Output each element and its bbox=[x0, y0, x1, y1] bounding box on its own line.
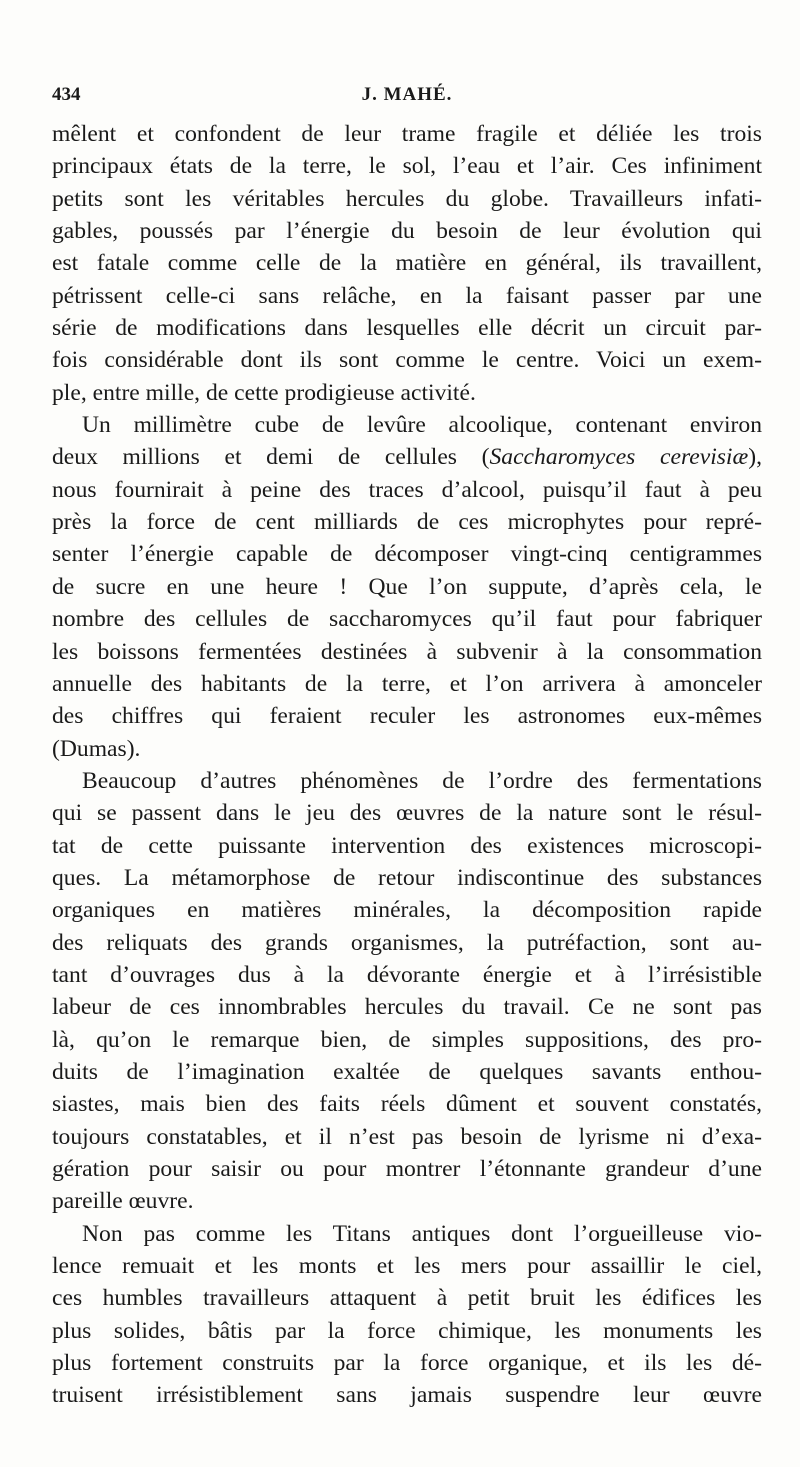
text-line: fois considérable dont ils sont comme le centre. Voici un exem- bbox=[52, 347, 762, 374]
text-line: plus fortement construits par la force organique, et ils les dé- bbox=[52, 1350, 762, 1377]
paragraph-start-line: Un millimètre cube de levûre alcoolique, contenant environ bbox=[82, 412, 762, 439]
paragraph-end-line: (Dumas). bbox=[52, 735, 141, 762]
text-segment: deux millions et demi de cellules ( bbox=[52, 444, 490, 471]
text-line: plus solides, bâtis par la force chimique, les monuments les bbox=[52, 1317, 762, 1344]
text-line-with-species-name bbox=[52, 441, 762, 473]
text-line: truisent irrésistiblement sans jamais suspendre leur œuvre bbox=[52, 1382, 762, 1409]
text-line: qui se passent dans le jeu des œuvres de la nature sont le résul- bbox=[52, 800, 762, 827]
text-line: petits sont les véritables hercules du globe. Travailleurs infati- bbox=[52, 185, 762, 212]
text-line: près la force de cent milliards de ces microphytes pour repré- bbox=[52, 509, 762, 536]
body-text bbox=[52, 118, 762, 1412]
text-line: senter l’énergie capable de décomposer vingt-cinq centigrammes bbox=[52, 541, 762, 568]
text-line: mêlent et confondent de leur trame fragile et déliée les trois bbox=[52, 121, 762, 147]
text-line: de sucre en une heure ! Que l’on suppute, d’après cela, le bbox=[52, 573, 762, 600]
text-line: pétrissent celle-ci sans relâche, en la faisant passer par une bbox=[52, 282, 762, 309]
text-line: nombre des cellules de saccharomyces qu’il faut pour fabriquer bbox=[52, 606, 762, 633]
text-line: organiques en matières minérales, la décomposition rapide bbox=[52, 897, 762, 924]
text-line: toujours constatables, et il n’est pas besoin de lyrisme ni d’exa- bbox=[52, 1123, 762, 1150]
text-line: lence remuait et les monts et les mers pour assaillir le ciel, bbox=[52, 1253, 762, 1280]
text-line: série de modifications dans lesquelles elle décrit un circuit par- bbox=[52, 315, 762, 342]
text-line: annuelle des habitants de la terre, et l’on arrivera à amonceler bbox=[52, 670, 762, 697]
text-line: là, qu’on le remarque bien, de simples suppositions, des pro- bbox=[52, 1026, 762, 1053]
text-line: les boissons fermentées destinées à subvenir à la consommation bbox=[52, 638, 762, 665]
text-line: siastes, mais bien des faits réels dûment et souvent constatés, bbox=[52, 1091, 762, 1118]
paragraph-start-line: Beaucoup d’autres phénomènes de l’ordre des fermentations bbox=[82, 767, 762, 794]
text-line: des chiffres qui feraient reculer les astronomes eux-mêmes bbox=[52, 703, 762, 730]
species-name: Saccharomyces cerevisiæ bbox=[489, 444, 749, 471]
text-segment: ), bbox=[748, 444, 762, 471]
paragraph-end-line: pareille œuvre. bbox=[52, 1188, 194, 1215]
text-line: gération pour saisir ou pour montrer l’étonnante grandeur d’une bbox=[52, 1156, 762, 1182]
text-line: est fatale comme celle de la matière en général, ils travaillent, bbox=[52, 250, 762, 277]
paragraph-start-line: Non pas comme les Titans antiques dont l’orgueilleuse vio- bbox=[82, 1220, 762, 1247]
page-number: 434 bbox=[52, 84, 81, 105]
text-line: tat de cette puissante intervention des existences microscopi- bbox=[52, 832, 762, 859]
text-line: duits de l’imagination exaltée de quelques savants enthou- bbox=[52, 1058, 762, 1085]
text-line: principaux états de la terre, le sol, l’eau et l’air. Ces infiniment bbox=[52, 153, 762, 180]
text-line: labeur de ces innombrables hercules du travail. Ce ne sont pas bbox=[52, 994, 762, 1021]
text-line: gables, poussés par l’énergie du besoin de leur évolution qui bbox=[52, 218, 762, 245]
text-line: nous fournirait à peine des traces d’alcool, puisqu’il faut à peu bbox=[52, 476, 762, 503]
running-title: J. MAHÉ. bbox=[361, 84, 453, 105]
text-line: des reliquats des grands organismes, la putréfaction, sont au- bbox=[52, 929, 762, 956]
text-line: ques. La métamorphose de retour indiscontinue des substances bbox=[52, 864, 762, 891]
text-line: tant d’ouvrages dus à la dévorante énergie et à l’irrésistible bbox=[52, 961, 762, 988]
page-header bbox=[52, 84, 762, 114]
text-line: ces humbles travailleurs attaquent à petit bruit les édifices les bbox=[52, 1285, 762, 1312]
paragraph-end-line: ple, entre mille, de cette prodigieuse activité. bbox=[52, 379, 476, 406]
